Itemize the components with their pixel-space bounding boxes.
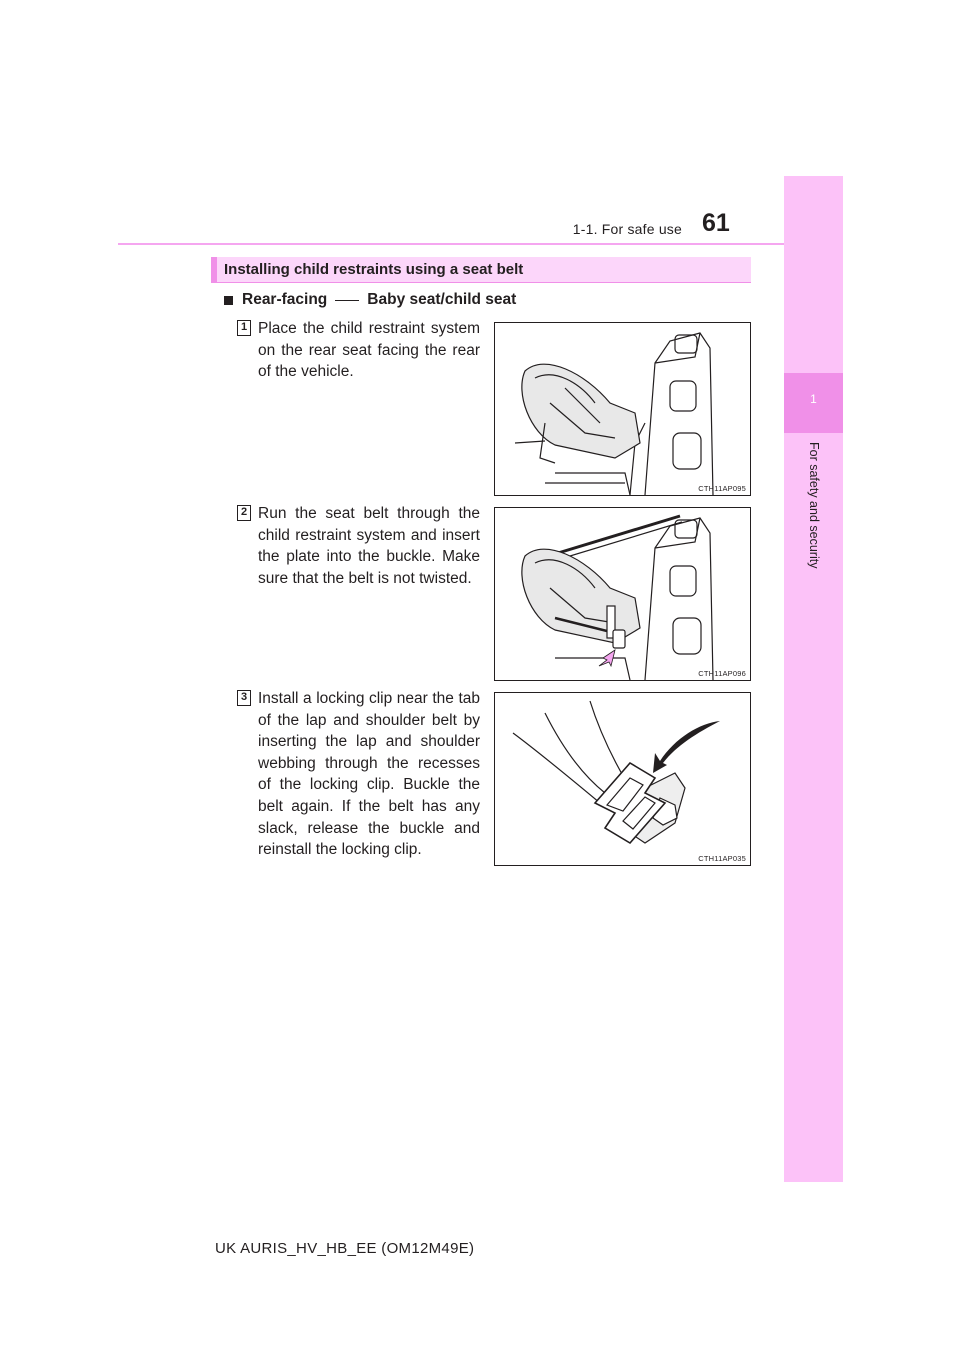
step-text-3: Install a locking clip near the tab of the lap and shoulder belt by inserting the lap and shoulder webbing through the recesses of the locking clip. Buckle the belt again. If the belt has any slack, release the buckle and reinstall the locking clip. [258,690,480,859]
model-code-footer: UK AURIS_HV_HB_EE (OM12M49E) [215,1240,475,1257]
figure-code-3: CTH11AP035 [698,854,746,863]
figure-code-1: CTH11AP095 [698,484,746,493]
section-label: 1-1. For safe use [572,221,682,237]
figure-code-2: CTH11AP096 [698,669,746,678]
figure-step-1 [494,322,751,496]
seat-belt-routing-illustration [495,508,750,680]
page-number: 61 [702,209,730,237]
section-heading: Installing child restraints using a seat belt [224,261,524,278]
chapter-side-tab [784,176,843,1182]
chapter-number: 1 [810,392,817,406]
subheading-part2: Baby seat/child seat [367,291,517,308]
step-number-2: 2 [237,505,251,521]
subheading [224,291,516,309]
chapter-title: For safety and security [807,442,821,569]
locking-clip-illustration [495,693,750,865]
em-dash-icon [335,300,359,301]
step-text-1: Place the child restraint system on the rear seat facing the rear of the vehicle. [258,320,480,381]
step-text-2: Run the seat belt through the child restraint system and insert the plate into the buckle. Make sure that the belt is not twisted. [258,505,480,587]
header-divider [118,243,843,245]
square-bullet-icon [224,296,233,305]
step-number-1: 1 [237,320,251,336]
subheading-part1: Rear-facing [242,291,328,308]
rear-facing-child-seat-illustration [495,323,750,495]
step-number-3: 3 [237,690,251,706]
figure-step-2 [494,507,751,681]
figure-step-3 [494,692,751,866]
